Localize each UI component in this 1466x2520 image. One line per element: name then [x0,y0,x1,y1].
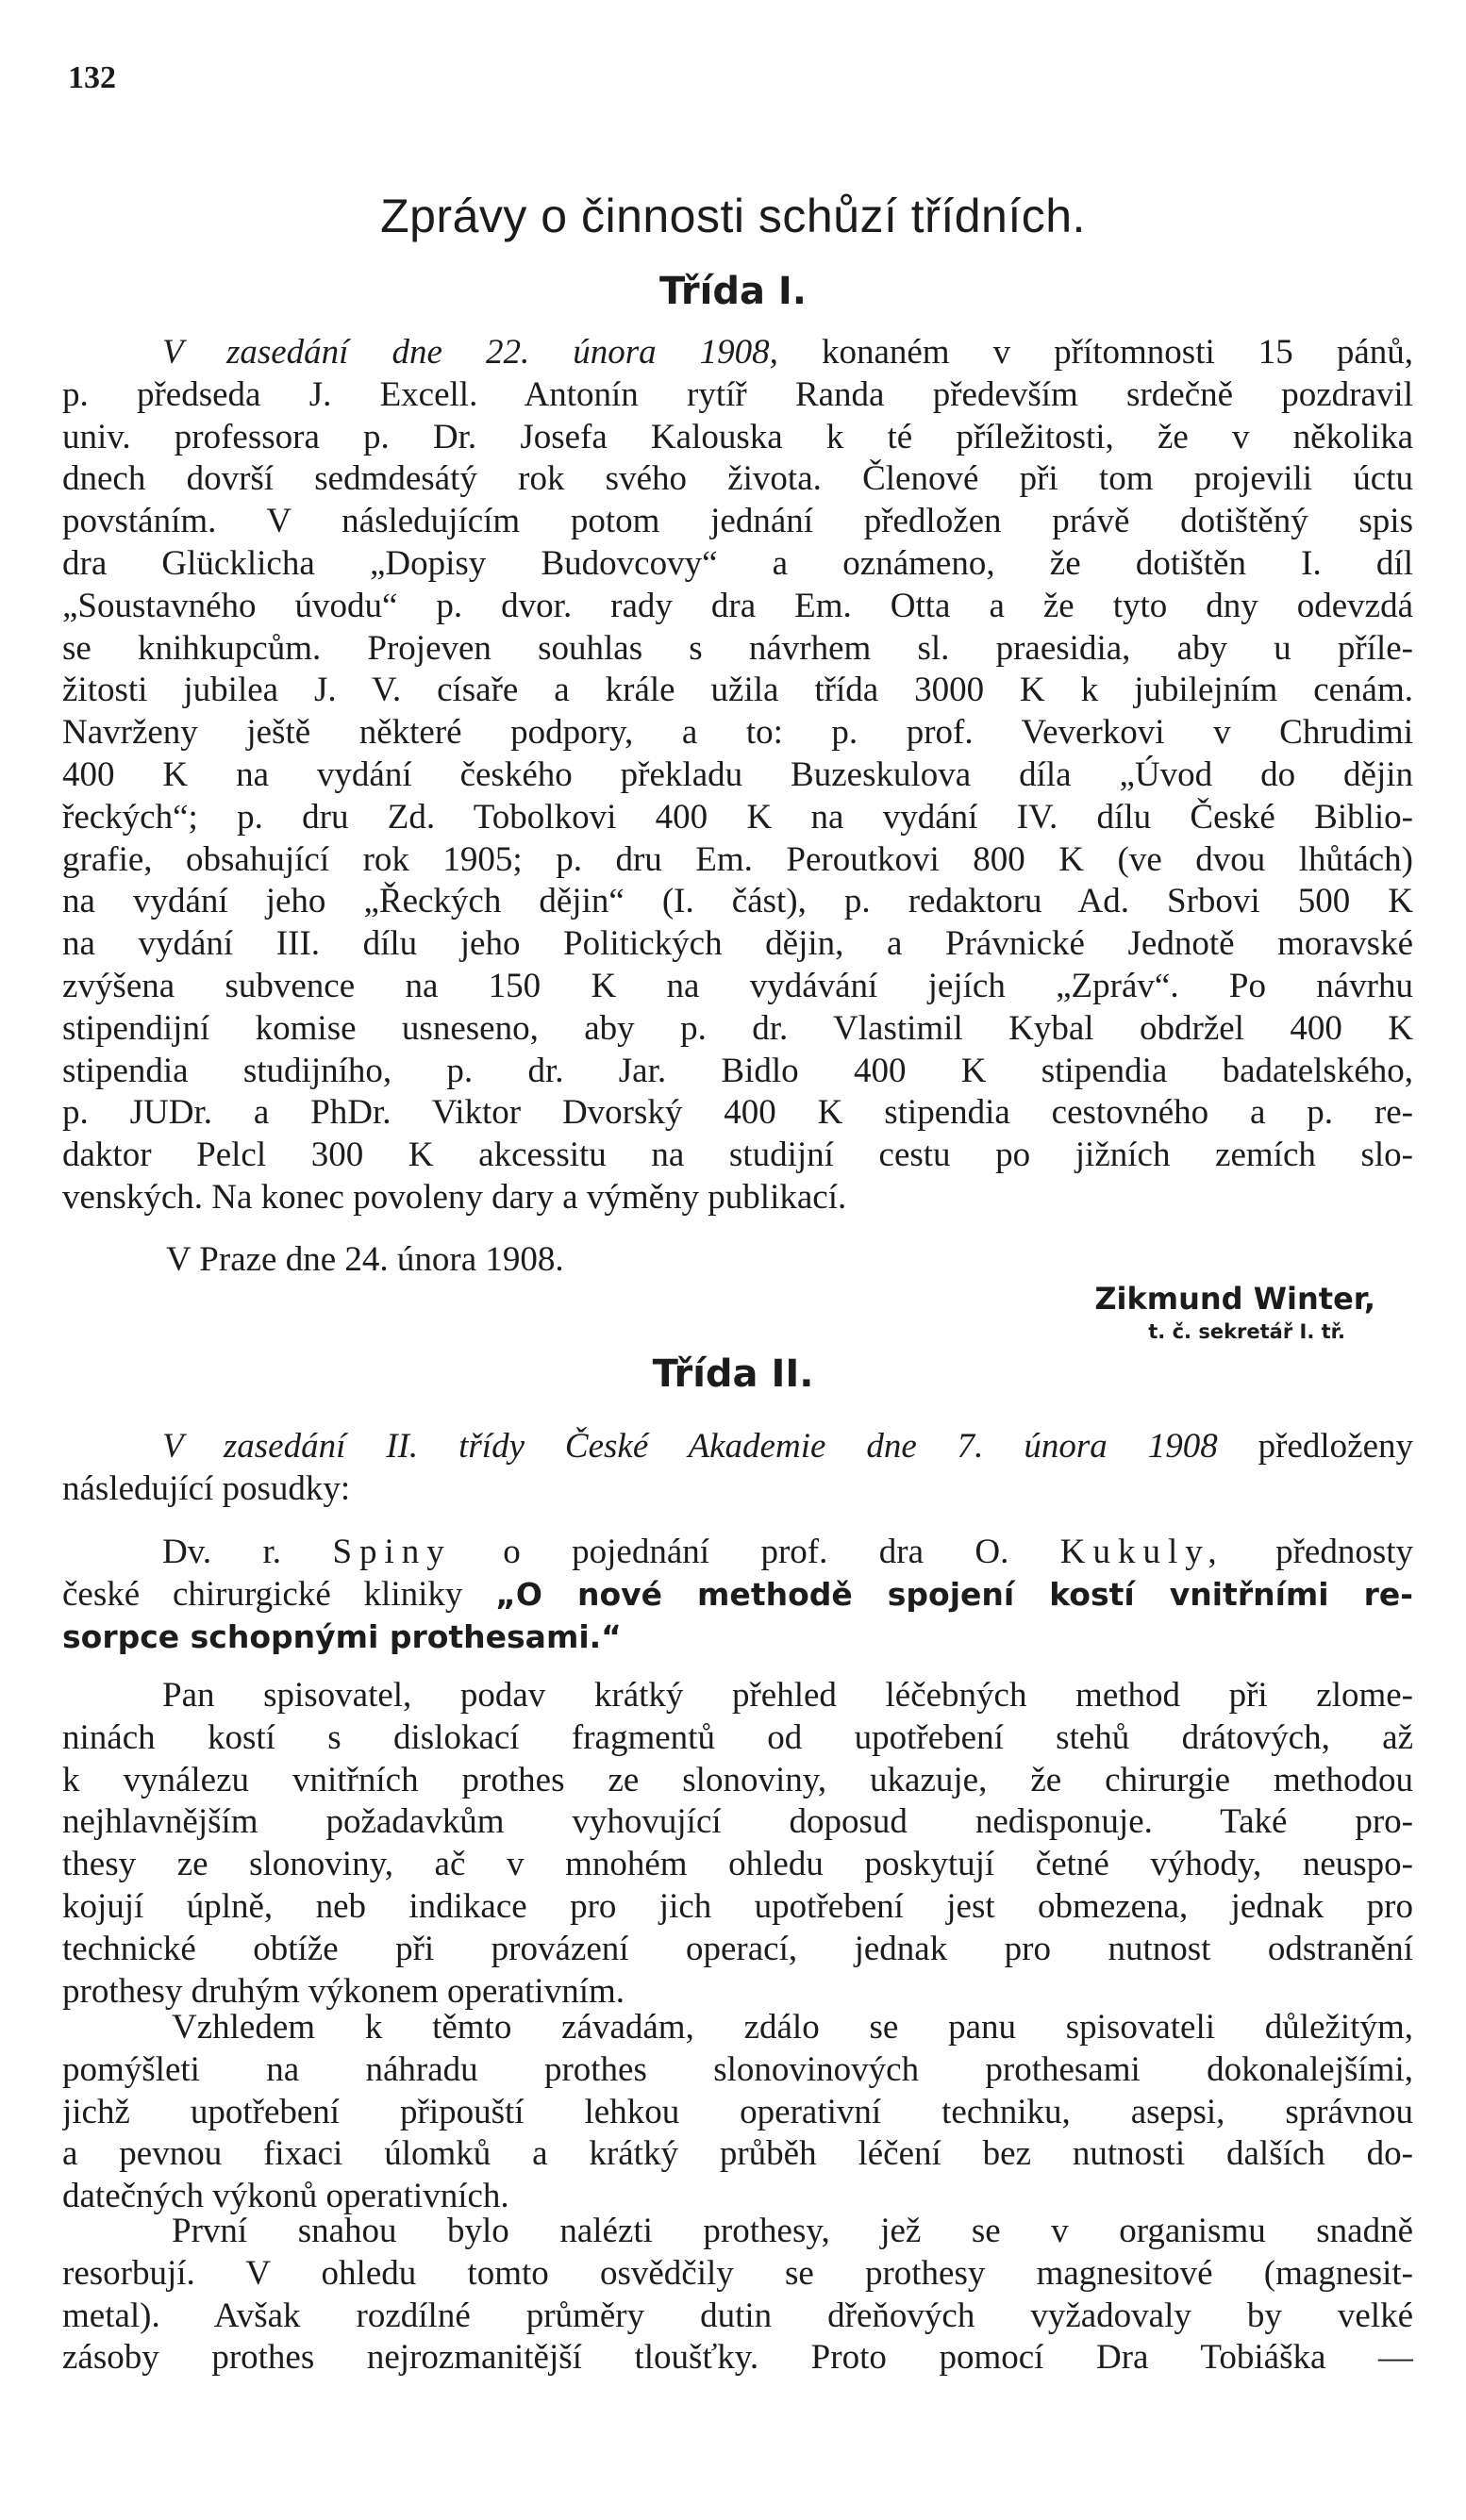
paragraph-line: Pan spisovatel, podav krátký přehled léčebných method při zlome- [162,1676,1413,1715]
review-item-text: o pojednání prof. dra O. [451,1533,1060,1571]
report-line: „Soustavného úvodu“ p. dvor. rady dra Em. Otta a že tyto dny odevzdá [62,586,1413,625]
paragraph-line: kojují úplně, neb indikace pro jich upotřebení jest obmezena, jednak pro [62,1886,1413,1926]
page-number: 132 [68,60,116,95]
report-line: daktor Pelcl 300 K akcessitu na studijní cestu po jižních zemích slo- [62,1136,1413,1175]
paragraph-line: thesy ze slonoviny, ač v mnohém ohledu poskytují četné výhody, neuspo- [62,1845,1413,1884]
paragraph-line: k vynálezu vnitřních prothes ze slonoviny, ukazuje, že chirurgie methodou [62,1760,1413,1799]
review-item-text: české chirurgické kliniky [62,1574,496,1614]
report-line: 400 K na vydání českého překladu Buzeskulova díla „Úvod do dějin [62,754,1413,794]
treatise-title: „O nové methodě spojení kostí vnitřními re- [495,1575,1413,1613]
treatise-title-continued: sorpce schopnými prothesami.“ [62,1617,622,1655]
review-item-line [62,1532,1413,1574]
report-line: venských. Na konec povoleny dary a výměny publikací. [62,1177,847,1217]
report-line: povstáním. V následujícím potom jednání předložen právě dotištěný spis [62,502,1413,541]
paragraph-line: zásoby prothes nejrozmanitější tloušťky. Proto pomocí Dra Tobiáška — [62,2338,1413,2378]
report-line: na vydání jeho „Řeckých dějin“ (I. část), p. redaktoru Ad. Srbovi 500 K [62,882,1413,921]
review-paragraph-3 [62,2211,1413,2379]
intro-line: následující posudky: [62,1468,351,1508]
review-paragraph-1 [62,1675,1413,2013]
report-line: Navrženy ještě některé podpory, a to: p. prof. Veverkovi v Chrudimi [62,713,1413,753]
class-2-intro [62,1426,1413,1511]
report-line: p. JUDr. a PhDr. Viktor Dvorský 400 K stipendia cestovného a p. re- [62,1093,1413,1133]
author-name: Kukuly, [1059,1533,1224,1571]
review-item-line [62,1616,1413,1659]
section-heading-class-1: Třída I. [659,270,807,313]
report-line: p. předseda J. Excell. Antonín rytíř Randa především srdečně pozdravil [62,374,1413,414]
paragraph-line: Vzhledem k těmto závadám, zdálo se panu spisovateli důležitým, [172,2008,1413,2047]
report-line: se knihkupcům. Projeven souhlas s návrhem sl. praesidia, aby u příle- [62,628,1413,668]
intro-line-text: předloženy [1217,1427,1413,1466]
paragraph-line: a pevnou fixaci úlomků a krátký průběh léčení bez nutnosti dalších do- [62,2134,1413,2174]
report-line: stipendia studijního, p. dr. Jar. Bidlo 400 K stipendia badatelského, [62,1051,1413,1090]
paragraph-line: technické obtíže při provázení operací, jednak pro nutnost odstranění [62,1929,1413,1968]
report-line: řeckých“; p. dru Zd. Tobolkovi 400 K na vydání IV. dílu České Biblio- [62,797,1413,837]
page-title: Zprávy o činnosti schůzí třídních. [380,189,1086,242]
review-item-line [62,1574,1413,1616]
paragraph-line: ninách kostí s dislokací fragmentů od upotřebení stehů drátových, až [62,1717,1413,1757]
session-date-italic: V zasedání II. třídy České Akademie dne 7. února 1908 [162,1427,1218,1466]
paragraph-line: metal). Avšak rozdílné průměry dutin dřeňových vyžadovaly by velké [62,2296,1413,2335]
report-line: stipendijní komise usneseno, aby p. dr. Vlastimil Kybal obdržel 400 K [62,1008,1413,1048]
review-paragraph-2 [62,2007,1413,2218]
paragraph-line: datečných výkonů operativních. [62,2177,509,2216]
paragraph-line: První snahou bylo nalézti prothesy, jež se v organismu snadně [172,2212,1413,2250]
report-date: V Praze dne 24. února 1908. [166,1240,564,1279]
paragraph-line: jichž upotřebení připouští lehkou operativní techniku, asepsi, správnou [62,2092,1413,2131]
paragraph-line: resorbují. V ohledu tomto osvědčily se prothesy magnesitové (magnesit- [62,2253,1413,2293]
report-line: žitosti jubilea J. V. císaře a krále užila třída 3000 K k jubilejním cenám. [62,671,1413,710]
class-1-report [62,332,1413,1219]
paragraph-line: prothesy druhým výkonem operativním. [62,1971,625,2011]
report-line: grafie, obsahující rok 1905; p. dru Em. Peroutkovi 800 K (ve dvou lhůtách) [62,839,1413,879]
report-line: dnech dovrší sedmdesátý rok svého života. Členové při tom projevili úctu [62,459,1413,499]
signature-role: t. č. sekretář I. tř. [1148,1320,1345,1343]
intro-line [62,1426,1413,1468]
report-line: dra Glücklicha „Dopisy Budovcovy“ a oznámeno, že dotištěn I. díl [62,543,1413,583]
paragraph-line: nejhlavnějším požadavkům vyhovující doposud nedisponuje. Také pro- [62,1802,1413,1842]
paragraph-line: pomýšleti na náhradu prothes slonovinových prothesami dokonalejšími, [62,2049,1413,2089]
report-line-text: konaném v přítomnosti 15 pánů, [777,333,1413,372]
report-line: zvýšena subvence na 150 K na vydávání jejích „Zpráv“. Po návrhu [62,966,1413,1005]
signature-name: Zikmund Winter, [1094,1281,1375,1317]
reviewer-prefix: Dv. r. [162,1533,333,1571]
report-line [62,332,1413,374]
session-date-italic: V zasedání dne 22. února 1908, [162,333,778,372]
review-item [62,1532,1413,1658]
section-heading-class-2: Třída II. [652,1352,814,1396]
report-line: univ. professora p. Dr. Josefa Kalouska k té příležitosti, že v několika [62,417,1413,456]
report-line: na vydání III. dílu jeho Politických dějin, a Právnické Jednotě moravské [62,924,1413,964]
reviewer-name: Spiny [332,1533,452,1571]
review-item-text: přednosty [1224,1533,1413,1571]
